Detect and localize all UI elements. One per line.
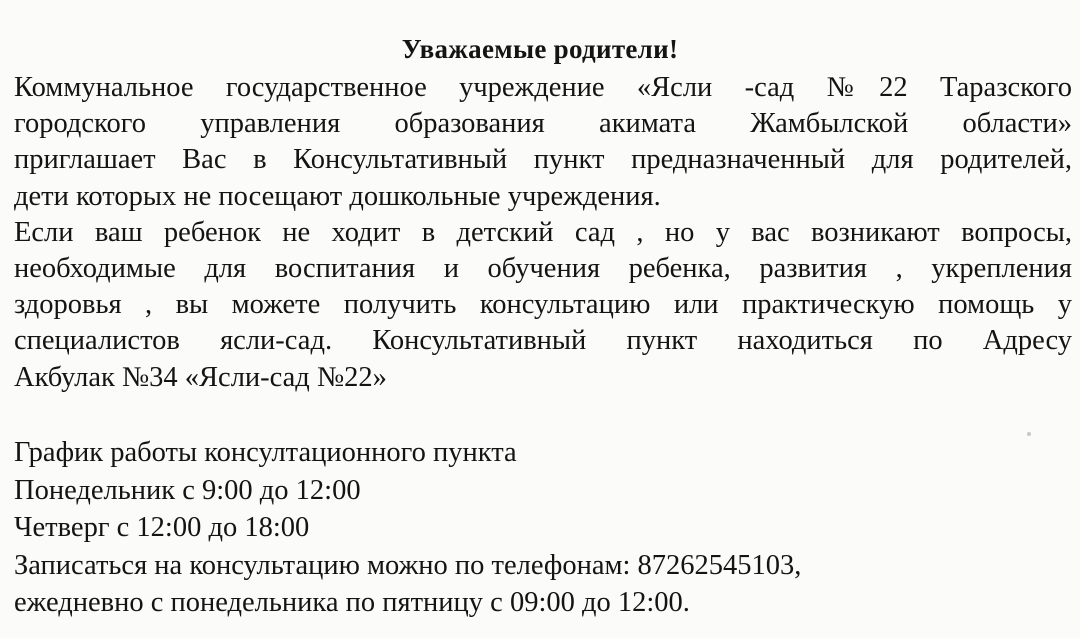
schedule-thursday: Четверг с 12:00 до 18:00 [14, 512, 310, 544]
paragraph2-line-5: Акбулак №34 «Ясли-сад №22» [14, 361, 387, 393]
paragraph2-line-3: здоровья , вы можете получить консультацию или практическую помощь у [14, 289, 1072, 321]
announcement-body [14, 70, 1072, 396]
paragraph1-line-1: Коммунальное государственное учреждение «Ясли -сад №22 Таразского [14, 72, 1072, 103]
schedule-block [14, 434, 1072, 622]
page-title: Уважаемые родители! [401, 34, 679, 64]
paragraph1-line-3: приглашает Вас в Консультативный пункт предназначенный для родителей, [14, 144, 1072, 176]
schedule-phone-line: Записаться на консультацию можно по телефонам: 87262545103, [14, 549, 802, 581]
schedule-heading: График работы консултационного пункта [14, 437, 517, 468]
paragraph1-line-2: городского управления образования акимата Жамбылской области» [14, 108, 1072, 140]
paragraph2-line-2: необходимые для воспитания и обучения ребенка, развития , укрепления [14, 252, 1072, 284]
schedule-daily-line: ежедневно с понедельника по пятницу с 09:00 до 12:00. [14, 587, 690, 619]
schedule-monday: Понедельник с 9:00 до 12:00 [14, 474, 361, 506]
paragraph2-line-1: Если ваш ребенок не ходит в детский сад , но у вас возникают вопросы, [14, 216, 1072, 248]
paragraph1-line-4: дети которых не посещают дошкольные учреждения. [14, 180, 661, 212]
paragraph2-line-4: специалистов ясли-сад. Консультативный пункт находиться по Адресу [14, 325, 1072, 357]
scan-speck [1027, 432, 1031, 436]
